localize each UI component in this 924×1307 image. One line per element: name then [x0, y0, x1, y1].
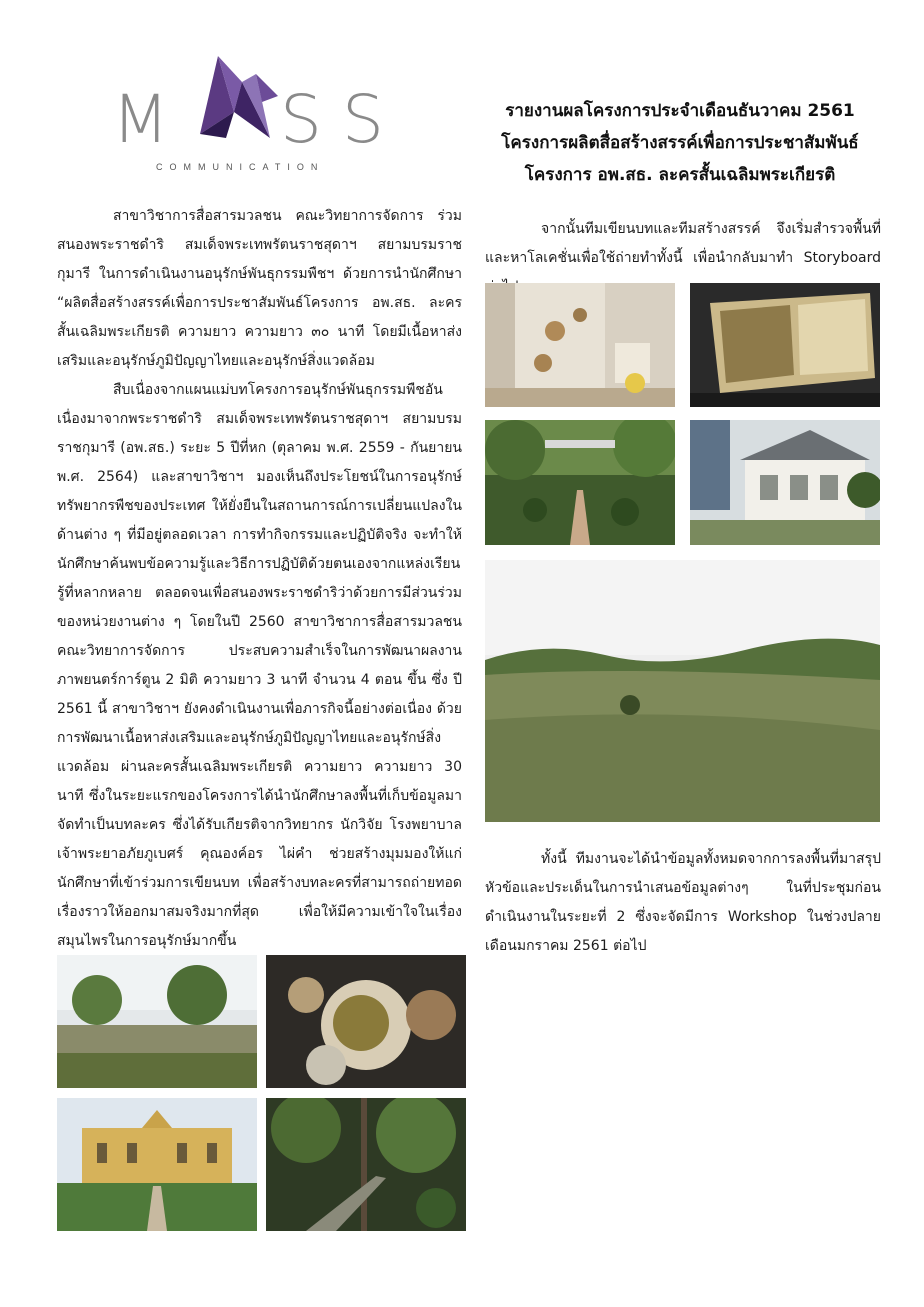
logo-letter-m: M — [112, 81, 177, 158]
photo-garden-path — [485, 420, 675, 545]
report-title-block — [470, 95, 890, 191]
photo-grassy-hills — [485, 560, 880, 822]
logo-letter-s1: S — [280, 81, 330, 158]
left-column-text — [57, 202, 462, 956]
left-paragraph-2: สืบเนื่องจากแผนแม่บทโครงการอนุรักษ์พันธุกรรมพืชอันเนื่องมาจากพระราชดำริ สมเด็จพระเทพรัตนราชสุดาฯ สยามบรมราชกุมารี (อพ.สธ.) ระยะ 5 ปีที่หก (ตุลาคม พ.ศ. 2559 - กันยายน พ.ศ. 2564) และสาขาวิชาฯ มองเห็นถึงประโยชน์ในการอนุรักษ์ทรัพยากรพืชของประเทศ ให้ยั่งยืนในสถานการณ์การเปลี่ยนแปลงในด้านต่าง ๆ ที่มีอยู่ตลอดเวลา การทำกิจกรรมและปฏิบัติจริง จะทำให้นักศึกษาค้นพบข้อความรู้และวิธีการปฏิบัติด้วยตนเองจากแหล่งเรียนรู้ที่หลากหลาย ตลอดจนเพื่อสนองพระราชดำริว่าด้วยการมีส่วนร่วมของหน่วยงานต่าง ๆ โดยในปี 2560 สาขาวิชาการสื่อสารมวลชน คณะวิทยาการจัดการ ประสบความสำเร็จในการพัฒนาผลงานภาพยนตร์การ์ตูน 2 มิติ ความยาว 3 นาที จำนวน 4 ตอน ขึ้น ซึ่ง ปี 2561 นี้ สาขาวิชาฯ ยังคงดำเนินงานเพื่อภารกิจนี้อย่างต่อเนื่อง ด้วยการพัฒนาเนื้อหาส่งเสริมและอนุรักษ์ภูมิปัญญาไทยและอนุรักษ์สิ่งแวดล้อม ผ่านละครสั้นเฉลิมพระเกียรติ ความยาว ความยาว 30 นาที ซึ่งในระยะแรกของโครงการได้นำนักศึกษาลงพื้นที่เก็บข้อมูลมาจัดทำเป็นบทละคร ซึ่งได้รับเกียรติจากวิทยากร นักวิจัย โรงพยาบาลเจ้าพระยาอภัยภูเบศร์ คุณองค์อร ไผ่คำ ช่วยสร้างมุมมองให้แก่นักศึกษาที่เข้าร่วมการเขียนบท เพื่อสร้างบทละครที่สามารถถ่ายทอดเรื่องราวให้ออกมาสมจริงมากที่สุด เพื่อให้มีความเข้าใจในเรื่องสมุนไพรในการอนุรักษ์มากขึ้น — [57, 382, 462, 949]
logo-letter-s2: S — [342, 81, 392, 158]
photo-forest-path — [266, 1098, 466, 1231]
right-paragraph-2: ทั้งนี้ ทีมงานจะได้นำข้อมูลทั้งหมดจากการลงพื้นที่มาสรุปหัวข้อและประเด็นในการนำเสนอข้อมูลต่างๆ ในที่ประชุมก่อนดำเนินงานในระยะที่ 2 ซึ่งจะจัดมีการ Workshop ในช่วงปลายเดือนมกราคม 2561 ต่อไป — [485, 851, 881, 954]
project-title: โครงการผลิตสื่อสร้างสรรค์เพื่อการประชาสัมพันธ์ — [501, 133, 859, 153]
left-paragraph-1: สาขาวิชาการสื่อสารมวลชน คณะวิทยาการจัดการ ร่วมสนองพระราชดำริ สมเด็จพระเทพรัตนราชสุดาฯ สยามบรมราชกุมารี ในการดำเนินงานอนุรักษ์พันธุกรรมพืชฯ ด้วยการนำนักศึกษา “ผลิตสื่อสร้างสรรค์เพื่อการประชาสัมพันธ์โครงการ อพ.สธ. ละครสั้นเฉลิมพระเกียรติ ความยาว ความยาว ๓๐ นาที โดยมีเนื้อหาส่งเสริมและอนุรักษ์ภูมิปัญญาไทยและอนุรักษ์สิ่งแวดล้อม — [57, 208, 462, 369]
right-paragraph-1: จากนั้นทีมเขียนบทและทีมสร้างสรรค์ จึงเริ่มสำรวจพื้นที่และหาโลเคชั่นเพื่อใช้ถ่ายทำทั้งนี้ เพื่อนำกลับมาทำ Storyboard — [485, 221, 881, 266]
photo-museum-display — [485, 283, 675, 407]
right-paragraph-2-block — [485, 845, 881, 961]
photo-yellow-palace — [57, 1098, 257, 1231]
photo-pond — [57, 955, 257, 1088]
mass-communication-logo — [112, 52, 412, 182]
photo-old-house — [690, 420, 880, 545]
logo-subtitle: COMMUNICATION — [156, 162, 325, 172]
photo-book-display — [690, 283, 880, 407]
project-subtitle: โครงการ อพ.สธ. ละครสั้นเฉลิมพระเกียรติ — [524, 165, 836, 185]
photo-herbs — [266, 955, 466, 1088]
report-title: รายงานผลโครงการประจำเดือนธันวาคม 2561 — [505, 101, 855, 121]
origami-bird-mark-icon — [190, 52, 280, 142]
